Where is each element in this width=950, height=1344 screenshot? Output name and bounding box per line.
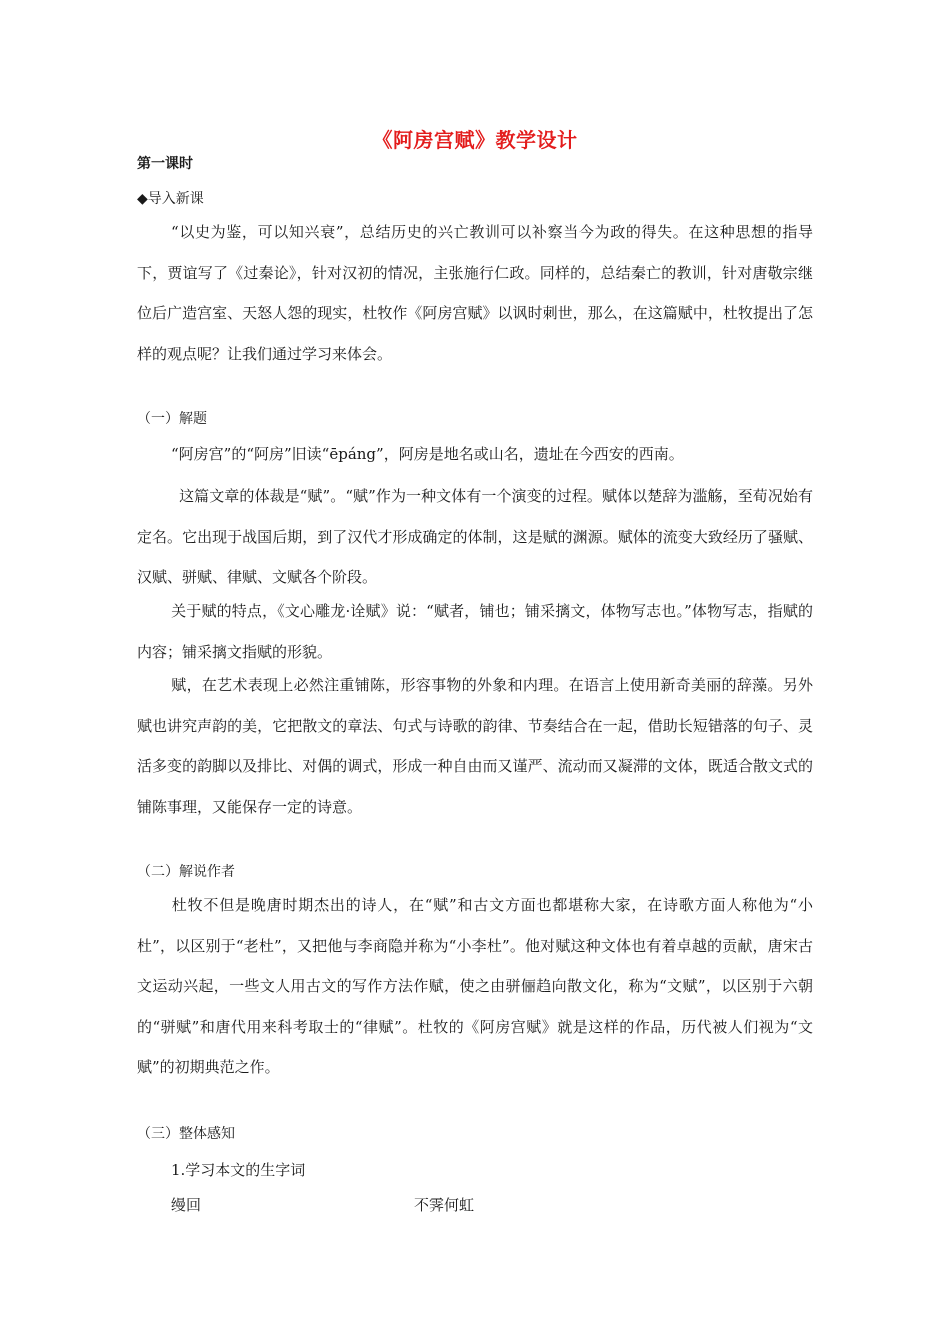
section1-paragraph-2: 这篇文章的体裁是“赋”。“赋”作为一种文体有一个演变的过程。赋体以楚辞为滥觞，至荀况始有定名。它出现于战国后期，到了汉代才形成确定的体制，这是赋的渊源。赋体的流变大致经历了骚赋、汉赋、骈赋、律赋、文赋各个阶段。 — [137, 487, 813, 586]
section2-paragraph-1: 杜牧不但是晚唐时期杰出的诗人，在“赋”和古文方面也都堪称大家，在诗歌方面人称他为“小杜”，以区别于“老杜”，又把他与李商隐并称为“小李杜”。他对赋这种文体也有着卓越的贡献，唐宋古文运动兴起，一些文人用古文的写作方法作赋，使之由骈俪趋向散文化，称为“文赋”，以区别于六朝的“骈赋”和唐代用来科考取士的“律赋”。杜牧的《阿房宫赋》就是这样的作品，历代被人们视为“文赋”的初期典范之作。 — [137, 896, 813, 1076]
intro-heading: ◆导入新课 — [137, 191, 204, 207]
section1-paragraph-4: 赋，在艺术表现上必然注重铺陈，形容事物的外象和内理。在语言上使用新奇美丽的辞藻。另外赋也讲究声韵的美，它把散文的章法、句式与诗歌的韵律、节奏结合在一起，借助长短错落的句子、灵活多变的韵脚以及排比、对偶的调式，形成一种自由而又谨严、流动而又凝滞的文体，既适合散文式的铺陈事理，又能保存一定的诗意。 — [137, 676, 813, 816]
vocab-word: 不霁何虹 — [414, 1196, 475, 1214]
section2-heading: （二）解说作者 — [137, 864, 235, 880]
intro-paragraph: “以史为鉴，可以知兴衰”，总结历史的兴亡教训可以补察当今为政的得失。在这种思想的指导下，贾谊写了《过秦论》，针对汉初的情况，主张施行仁政。同样的，总结秦亡的教训，针对唐敬宗继位后广造宫室、天怒人怨的现实，杜牧作《阿房宫赋》以讽时刺世，那么，在这篇赋中，杜牧提出了怎样的观点呢？让我们通过学习来体会。 — [137, 223, 813, 363]
lesson-label: 第一课时 — [137, 156, 193, 172]
vocab-word: 缦回 — [171, 1196, 202, 1214]
section1-heading: （一）解题 — [137, 411, 207, 427]
section1-paragraph-1: “阿房宫”的“阿房”旧读“ēpáng”，阿房是地名或山名，遗址在今西安的西南。 — [171, 445, 684, 463]
section3-item-1: 1.学习本文的生字词 — [171, 1161, 306, 1179]
section3-heading: （三）整体感知 — [137, 1126, 235, 1142]
document-title: 《阿房宫赋》教学设计 — [372, 128, 578, 152]
section1-paragraph-3: 关于赋的特点，《文心雕龙·诠赋》说：“赋者，铺也；铺采摛文，体物写志也。”体物写志，指赋的内容；铺采摛文指赋的形貌。 — [137, 602, 813, 661]
